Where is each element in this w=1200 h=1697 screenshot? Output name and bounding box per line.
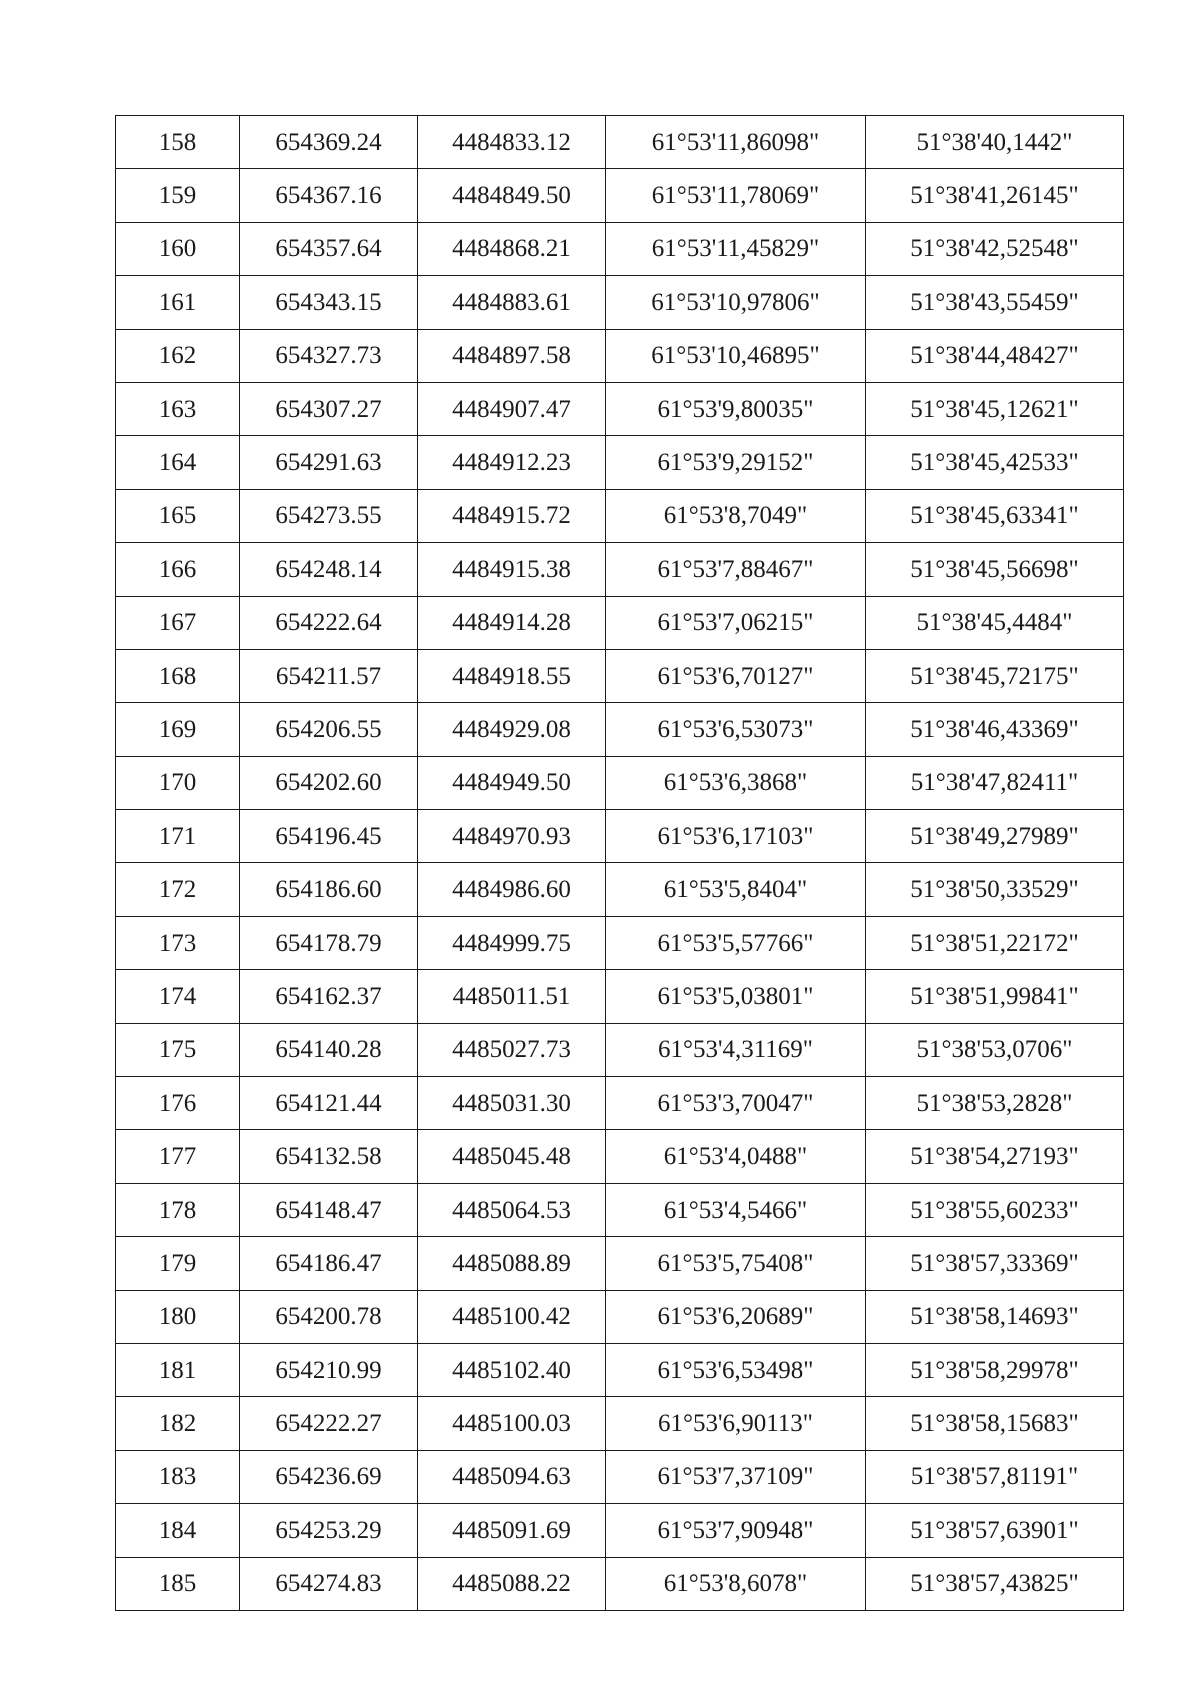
y-coordinate-cell: 4485031.30 [418, 1077, 606, 1130]
y-coordinate-cell: 4484999.75 [418, 916, 606, 969]
table-row [116, 1237, 1124, 1290]
latitude-cell: 51°38'40,1442" [866, 116, 1124, 169]
table-row [116, 1557, 1124, 1610]
table-row [116, 436, 1124, 489]
point-number-cell: 178 [116, 1183, 240, 1236]
longitude-cell: 61°53'5,57766" [606, 916, 866, 969]
point-number-cell: 183 [116, 1450, 240, 1503]
x-coordinate-cell: 654132.58 [240, 1130, 418, 1183]
longitude-cell: 61°53'8,7049" [606, 489, 866, 542]
longitude-cell: 61°53'4,31169" [606, 1023, 866, 1076]
longitude-cell: 61°53'11,86098" [606, 116, 866, 169]
table-row [116, 756, 1124, 809]
x-coordinate-cell: 654211.57 [240, 649, 418, 702]
x-coordinate-cell: 654369.24 [240, 116, 418, 169]
point-number-cell: 161 [116, 276, 240, 329]
table-row [116, 1023, 1124, 1076]
x-coordinate-cell: 654206.55 [240, 703, 418, 756]
y-coordinate-cell: 4485091.69 [418, 1504, 606, 1557]
table-row [116, 1290, 1124, 1343]
point-number-cell: 175 [116, 1023, 240, 1076]
y-coordinate-cell: 4484949.50 [418, 756, 606, 809]
table-row [116, 863, 1124, 916]
latitude-cell: 51°38'41,26145" [866, 169, 1124, 222]
point-number-cell: 181 [116, 1343, 240, 1396]
point-number-cell: 159 [116, 169, 240, 222]
y-coordinate-cell: 4484883.61 [418, 276, 606, 329]
x-coordinate-cell: 654248.14 [240, 543, 418, 596]
table-row [116, 276, 1124, 329]
table-row [116, 116, 1124, 169]
point-number-cell: 165 [116, 489, 240, 542]
x-coordinate-cell: 654196.45 [240, 810, 418, 863]
table-row [116, 489, 1124, 542]
x-coordinate-cell: 654367.16 [240, 169, 418, 222]
table-row [116, 543, 1124, 596]
x-coordinate-cell: 654222.64 [240, 596, 418, 649]
y-coordinate-cell: 4484970.93 [418, 810, 606, 863]
latitude-cell: 51°38'55,60233" [866, 1183, 1124, 1236]
longitude-cell: 61°53'5,03801" [606, 970, 866, 1023]
latitude-cell: 51°38'45,12621" [866, 382, 1124, 435]
x-coordinate-cell: 654357.64 [240, 222, 418, 275]
x-coordinate-cell: 654202.60 [240, 756, 418, 809]
y-coordinate-cell: 4484915.38 [418, 543, 606, 596]
x-coordinate-cell: 654274.83 [240, 1557, 418, 1610]
x-coordinate-cell: 654253.29 [240, 1504, 418, 1557]
longitude-cell: 61°53'3,70047" [606, 1077, 866, 1130]
x-coordinate-cell: 654121.44 [240, 1077, 418, 1130]
longitude-cell: 61°53'10,46895" [606, 329, 866, 382]
latitude-cell: 51°38'45,56698" [866, 543, 1124, 596]
latitude-cell: 51°38'58,14693" [866, 1290, 1124, 1343]
y-coordinate-cell: 4485094.63 [418, 1450, 606, 1503]
y-coordinate-cell: 4484915.72 [418, 489, 606, 542]
longitude-cell: 61°53'6,70127" [606, 649, 866, 702]
latitude-cell: 51°38'42,52548" [866, 222, 1124, 275]
longitude-cell: 61°53'6,20689" [606, 1290, 866, 1343]
coordinates-table [115, 115, 1124, 1611]
y-coordinate-cell: 4484986.60 [418, 863, 606, 916]
longitude-cell: 61°53'6,3868" [606, 756, 866, 809]
table-row [116, 329, 1124, 382]
y-coordinate-cell: 4485011.51 [418, 970, 606, 1023]
latitude-cell: 51°38'54,27193" [866, 1130, 1124, 1183]
longitude-cell: 61°53'8,6078" [606, 1557, 866, 1610]
longitude-cell: 61°53'7,90948" [606, 1504, 866, 1557]
latitude-cell: 51°38'50,33529" [866, 863, 1124, 916]
latitude-cell: 51°38'44,48427" [866, 329, 1124, 382]
y-coordinate-cell: 4484833.12 [418, 116, 606, 169]
y-coordinate-cell: 4485027.73 [418, 1023, 606, 1076]
y-coordinate-cell: 4484868.21 [418, 222, 606, 275]
table-row [116, 382, 1124, 435]
latitude-cell: 51°38'53,0706" [866, 1023, 1124, 1076]
table-row [116, 703, 1124, 756]
longitude-cell: 61°53'4,0488" [606, 1130, 866, 1183]
latitude-cell: 51°38'45,63341" [866, 489, 1124, 542]
point-number-cell: 160 [116, 222, 240, 275]
y-coordinate-cell: 4484907.47 [418, 382, 606, 435]
longitude-cell: 61°53'9,29152" [606, 436, 866, 489]
x-coordinate-cell: 654343.15 [240, 276, 418, 329]
y-coordinate-cell: 4484918.55 [418, 649, 606, 702]
longitude-cell: 61°53'9,80035" [606, 382, 866, 435]
point-number-cell: 164 [116, 436, 240, 489]
table-row [116, 222, 1124, 275]
table-row [116, 916, 1124, 969]
longitude-cell: 61°53'10,97806" [606, 276, 866, 329]
x-coordinate-cell: 654186.60 [240, 863, 418, 916]
latitude-cell: 51°38'58,15683" [866, 1397, 1124, 1450]
x-coordinate-cell: 654307.27 [240, 382, 418, 435]
point-number-cell: 172 [116, 863, 240, 916]
latitude-cell: 51°38'53,2828" [866, 1077, 1124, 1130]
longitude-cell: 61°53'5,75408" [606, 1237, 866, 1290]
x-coordinate-cell: 654210.99 [240, 1343, 418, 1396]
table-row [116, 970, 1124, 1023]
table-row [116, 1397, 1124, 1450]
y-coordinate-cell: 4485088.22 [418, 1557, 606, 1610]
point-number-cell: 180 [116, 1290, 240, 1343]
table-row [116, 649, 1124, 702]
x-coordinate-cell: 654236.69 [240, 1450, 418, 1503]
longitude-cell: 61°53'4,5466" [606, 1183, 866, 1236]
latitude-cell: 51°38'49,27989" [866, 810, 1124, 863]
table-row [116, 1450, 1124, 1503]
latitude-cell: 51°38'57,43825" [866, 1557, 1124, 1610]
latitude-cell: 51°38'58,29978" [866, 1343, 1124, 1396]
point-number-cell: 169 [116, 703, 240, 756]
y-coordinate-cell: 4484912.23 [418, 436, 606, 489]
table-row [116, 1077, 1124, 1130]
table-row [116, 1130, 1124, 1183]
latitude-cell: 51°38'51,99841" [866, 970, 1124, 1023]
x-coordinate-cell: 654148.47 [240, 1183, 418, 1236]
y-coordinate-cell: 4484914.28 [418, 596, 606, 649]
point-number-cell: 177 [116, 1130, 240, 1183]
x-coordinate-cell: 654200.78 [240, 1290, 418, 1343]
longitude-cell: 61°53'6,53073" [606, 703, 866, 756]
table-row [116, 169, 1124, 222]
point-number-cell: 174 [116, 970, 240, 1023]
longitude-cell: 61°53'7,37109" [606, 1450, 866, 1503]
x-coordinate-cell: 654178.79 [240, 916, 418, 969]
latitude-cell: 51°38'47,82411" [866, 756, 1124, 809]
point-number-cell: 170 [116, 756, 240, 809]
longitude-cell: 61°53'7,88467" [606, 543, 866, 596]
y-coordinate-cell: 4485064.53 [418, 1183, 606, 1236]
point-number-cell: 182 [116, 1397, 240, 1450]
y-coordinate-cell: 4485045.48 [418, 1130, 606, 1183]
latitude-cell: 51°38'51,22172" [866, 916, 1124, 969]
latitude-cell: 51°38'45,72175" [866, 649, 1124, 702]
latitude-cell: 51°38'57,81191" [866, 1450, 1124, 1503]
x-coordinate-cell: 654327.73 [240, 329, 418, 382]
x-coordinate-cell: 654222.27 [240, 1397, 418, 1450]
x-coordinate-cell: 654162.37 [240, 970, 418, 1023]
longitude-cell: 61°53'6,53498" [606, 1343, 866, 1396]
point-number-cell: 166 [116, 543, 240, 596]
point-number-cell: 179 [116, 1237, 240, 1290]
point-number-cell: 168 [116, 649, 240, 702]
x-coordinate-cell: 654140.28 [240, 1023, 418, 1076]
latitude-cell: 51°38'45,42533" [866, 436, 1124, 489]
longitude-cell: 61°53'6,90113" [606, 1397, 866, 1450]
longitude-cell: 61°53'6,17103" [606, 810, 866, 863]
longitude-cell: 61°53'11,45829" [606, 222, 866, 275]
latitude-cell: 51°38'43,55459" [866, 276, 1124, 329]
y-coordinate-cell: 4484929.08 [418, 703, 606, 756]
latitude-cell: 51°38'57,63901" [866, 1504, 1124, 1557]
point-number-cell: 171 [116, 810, 240, 863]
y-coordinate-cell: 4484849.50 [418, 169, 606, 222]
point-number-cell: 185 [116, 1557, 240, 1610]
latitude-cell: 51°38'46,43369" [866, 703, 1124, 756]
point-number-cell: 162 [116, 329, 240, 382]
x-coordinate-cell: 654291.63 [240, 436, 418, 489]
y-coordinate-cell: 4484897.58 [418, 329, 606, 382]
longitude-cell: 61°53'11,78069" [606, 169, 866, 222]
point-number-cell: 176 [116, 1077, 240, 1130]
x-coordinate-cell: 654186.47 [240, 1237, 418, 1290]
latitude-cell: 51°38'57,33369" [866, 1237, 1124, 1290]
latitude-cell: 51°38'45,4484" [866, 596, 1124, 649]
longitude-cell: 61°53'5,8404" [606, 863, 866, 916]
coordinates-table-body [116, 116, 1124, 1611]
table-row [116, 596, 1124, 649]
x-coordinate-cell: 654273.55 [240, 489, 418, 542]
point-number-cell: 167 [116, 596, 240, 649]
point-number-cell: 158 [116, 116, 240, 169]
table-row [116, 1504, 1124, 1557]
longitude-cell: 61°53'7,06215" [606, 596, 866, 649]
y-coordinate-cell: 4485100.42 [418, 1290, 606, 1343]
y-coordinate-cell: 4485088.89 [418, 1237, 606, 1290]
point-number-cell: 184 [116, 1504, 240, 1557]
point-number-cell: 173 [116, 916, 240, 969]
point-number-cell: 163 [116, 382, 240, 435]
y-coordinate-cell: 4485102.40 [418, 1343, 606, 1396]
table-row [116, 1343, 1124, 1396]
y-coordinate-cell: 4485100.03 [418, 1397, 606, 1450]
table-row [116, 1183, 1124, 1236]
table-row [116, 810, 1124, 863]
